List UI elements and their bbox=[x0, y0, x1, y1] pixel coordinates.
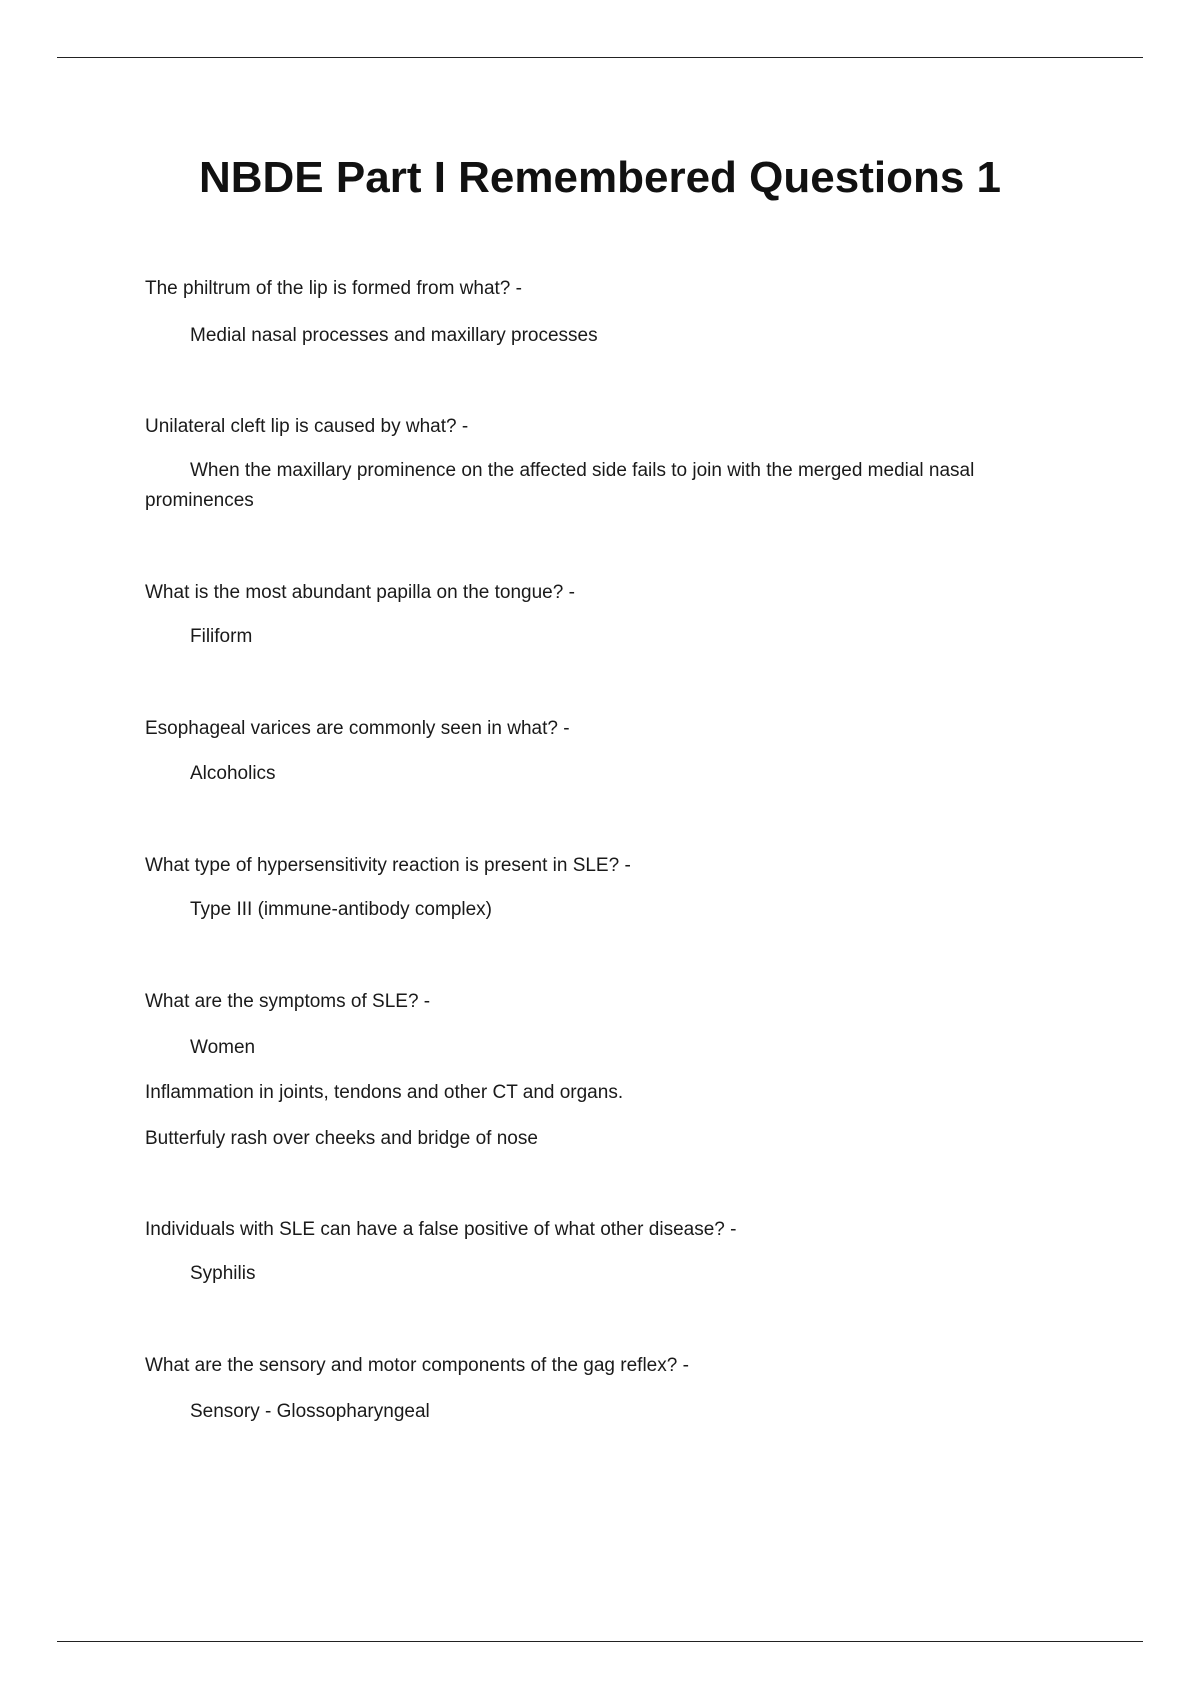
bottom-rule bbox=[57, 1641, 1143, 1642]
answer-4: Alcoholics bbox=[190, 763, 276, 784]
question-3: What is the most abundant papilla on the tongue? - bbox=[145, 582, 575, 603]
answer-1: Medial nasal processes and maxillary processes bbox=[190, 325, 598, 346]
answer-6-line-1: Women bbox=[190, 1037, 256, 1058]
answer-6-line-3: Butterfuly rash over cheeks and bridge of nose bbox=[145, 1128, 538, 1149]
answer-6-line-2: Inflammation in joints, tendons and other CT and organs. bbox=[145, 1082, 624, 1103]
question-6: What are the symptoms of SLE? - bbox=[145, 991, 431, 1012]
answer-8: Sensory - Glossopharyngeal bbox=[190, 1401, 430, 1422]
question-2: Unilateral cleft lip is caused by what? - bbox=[145, 416, 469, 437]
answer-7: Syphilis bbox=[190, 1263, 256, 1284]
document-title: NBDE Part I Remembered Questions 1 bbox=[198, 153, 1001, 202]
question-8: What are the sensory and motor components of the gag reflex? - bbox=[145, 1355, 689, 1376]
question-4: Esophageal varices are commonly seen in what? - bbox=[145, 718, 570, 739]
question-5: What type of hypersensitivity reaction is present in SLE? - bbox=[145, 855, 631, 876]
answer-5: Type III (immune-antibody complex) bbox=[190, 899, 493, 920]
answer-2: When the maxillary prominence on the affected side fails to join with the merged medial nasal prominences bbox=[145, 460, 975, 511]
question-1: The philtrum of the lip is formed from what? - bbox=[145, 278, 522, 299]
question-7: Individuals with SLE can have a false positive of what other disease? - bbox=[145, 1219, 737, 1240]
top-rule bbox=[57, 57, 1143, 58]
answer-3: Filiform bbox=[190, 626, 253, 647]
